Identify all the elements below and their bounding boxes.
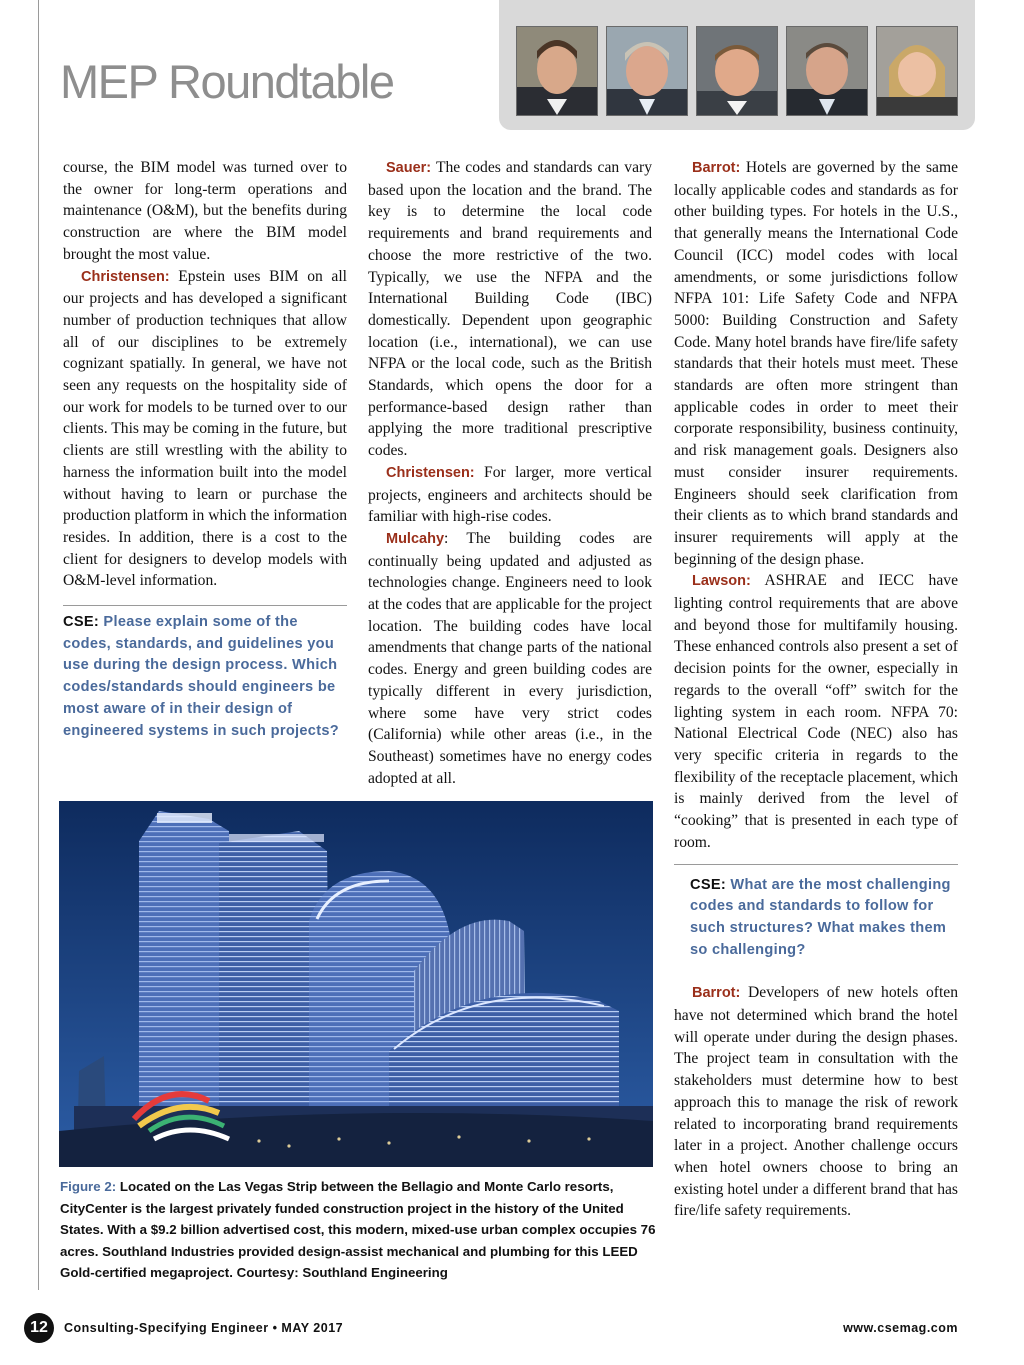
question-label: CSE: (63, 614, 100, 631)
body-paragraph (674, 157, 958, 570)
speaker-name: Barrot: (692, 985, 741, 1002)
body-paragraph (674, 982, 958, 1222)
paragraph-text: For larger, more vertical projects, engineers and architects should be familiar with high-rise codes. (368, 463, 652, 526)
question-divider (674, 864, 958, 865)
paragraph-text: The codes and standards can vary based upon the location and the brand. The key is to determine the local code requirements and brand requirements and choose the more restrictive of the two. Typically, we use the NFPA and the International Building Code (IBC) domestically. Dependent upon geographic location (i.e., international), we can use NFPA or the local code, such as the British Standards, which opens the door for a performance-based design rather than applying the more traditional prescriptive codes. (368, 159, 652, 460)
publication-footer: Consulting-Specifying Engineer • MAY 2017 (64, 1321, 344, 1335)
panelist-headshot (516, 26, 598, 116)
article-column-middle (368, 157, 652, 789)
question-label: CSE: (690, 876, 727, 893)
figure-label: Figure 2: (60, 1179, 117, 1194)
website-footer: www.csemag.com (843, 1321, 958, 1335)
speaker-name: Lawson: (692, 573, 751, 590)
caption-text: Located on the Las Vegas Strip between the Bellagio and Monte Carlo resorts, CityCenter is the largest privately funded construction project in the history of the United States. With a $9.2 billion advertised cost, this modern, mixed-use urban complex occupies 76 acres. Southland Industries provided design-assist mechanical and plumbing for this LEED Gold-certified megaproject. Courtesy: Southland Engineering (60, 1179, 656, 1281)
question-divider (63, 605, 347, 606)
panelist-headshot (876, 26, 958, 116)
article-column-right (674, 157, 958, 1222)
left-margin-rule (38, 0, 39, 1290)
body-paragraph (368, 462, 652, 528)
paragraph-text: Epstein uses BIM on all our projects and has developed a significant number of production techniques that allow all of our disciplines to be extremely cognizant spatially. In general, we have not seen any requests on the hospitality side of our work for models to be turned over to our clients. This may be coming in the future, but clients are still wrestling with the ability to harness the information built into the model without having to learn or purchase the production platform in which the information resides. In addition, there is a cost to the client for designers to develop models with O&M-level information. (63, 267, 347, 590)
paragraph-text: Hotels are governed by the same locally applicable codes and standards as for other building types. For hotels in the U.S., that generally means the International Code Council (ICC) model codes with local amendments, or some jurisdictions follow NFPA 101: Life Safety Code and NFPA 5000: Building Construction and Safety Code. Many hotel brands have fire/life safety standards that their hotels must meet. These standards are often more stringent than applicable codes in order to meet their corporate responsibility, business continuity, and risk management goals. Designers also must consider insurer requirements. Engineers should seek clarification from their clients as to which brand standards and insurer requirements will apply at the beginning of the design phase. (674, 159, 958, 568)
body-paragraph (674, 570, 958, 853)
article-column-left (63, 157, 347, 742)
cse-question (674, 875, 958, 962)
paragraph-text: : The building codes are continually being updated and adjusted as technologies change. Engineers need to look at the codes that are applicable for the project location. The building codes have local amendments that change parts of the national codes. Energy and green building codes are typically different in every jurisdiction, where some have very strict codes (California) while other areas (i.e., in the Southeast) sometimes have no energy codes adopted at all. (368, 529, 653, 787)
citycenter-photo (59, 801, 653, 1167)
speaker-name: Mulcahy (386, 530, 445, 547)
body-paragraph (63, 266, 347, 593)
speaker-name: Sauer: (386, 160, 432, 176)
panelist-photo-strip (499, 0, 975, 130)
paragraph-text: ASHRAE and IECC have lighting control requirements that are above and beyond those for multifamily housing. These enhanced controls also present a set of decision points for the owner, especially in regards to the overall “off” switch for the lighting system in each room. NFPA 70: National Electrical Code (NEC) also has very specific criteria in regards to the flexibility of the receptacle placement, which is mainly derived from the level of “cooking” that is presented in each type of room. (674, 572, 958, 851)
speaker-name: Christensen: (81, 268, 170, 285)
body-paragraph: course, the BIM model was turned over to the owner for long-term operations and maintenance (O&M), but the benefits during construction are where the BIM model brought the most value. (63, 159, 347, 263)
body-paragraph (368, 528, 652, 789)
cse-question (63, 612, 347, 742)
question-text: What are the most challenging codes and standards to follow for such structures? What makes them so challenging? (690, 876, 951, 958)
question-text: Please explain some of the codes, standards, and guidelines you use during the design process. Which codes/standards should engineers be most aware of in their design of engineered systems in such projects? (63, 614, 340, 739)
speaker-name: Christensen: (386, 464, 475, 481)
paragraph-text: Developers of new hotels often have not determined which brand the hotel will operate under during the design phases. The project team in consultation with the stakeholders must determine how to best approach this to manage the risk of rework related to incorporating brand requirements later in a project. Another challenge occurs when hotel owners choose to bring an existing hotel under a different brand that has fire/life safety requirements. (674, 984, 958, 1220)
page-number-badge: 12 (24, 1313, 54, 1343)
panelist-headshot (696, 26, 778, 116)
panelist-headshot (786, 26, 868, 116)
speaker-name: Barrot: (692, 160, 741, 176)
figure-caption (60, 1176, 660, 1284)
panelist-headshot (606, 26, 688, 116)
body-paragraph (368, 157, 652, 462)
section-title: MEP Roundtable (60, 55, 394, 108)
